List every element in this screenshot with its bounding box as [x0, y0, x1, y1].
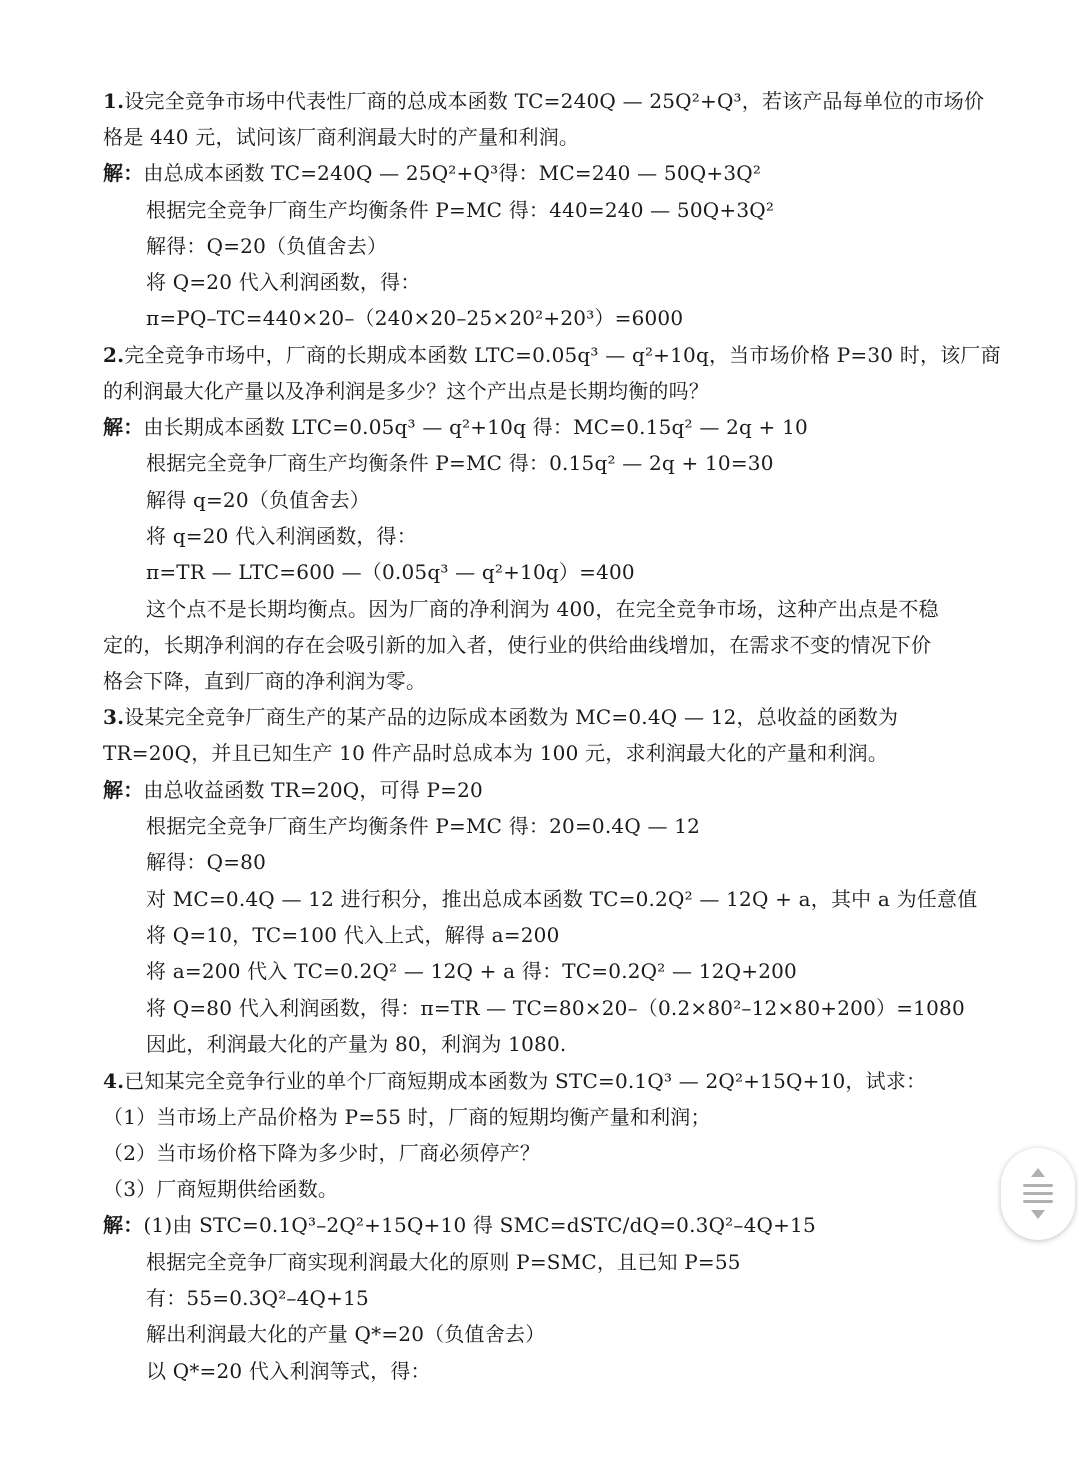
q4-part-1: （1）当市场上产品价格为 P=55 时，厂商的短期均衡产量和利润；: [103, 1105, 711, 1129]
q2-number: 2.: [103, 343, 125, 367]
scroll-down-icon[interactable]: [1031, 1210, 1045, 1219]
q2-line2: 的利润最大化产量以及净利润是多少？这个产出点是长期均衡的吗？: [103, 379, 709, 403]
q4-part-2: （2）当市场价格下降为多少时，厂商必须停产？: [103, 1141, 541, 1165]
q3-solution-step-2: 根据完全竞争厂商生产均衡条件 P=MC 得：20=0.4Q — 12: [146, 814, 701, 838]
q4-part-3: （3）厂商短期供给函数。: [103, 1177, 339, 1201]
q3-solution-step-7: 将 Q=80 代入利润函数，得：π=TR — TC=80×20–（0.2×80²–12×80+200）=1080: [146, 996, 965, 1020]
q3-solution-step-3: 解得：Q=80: [146, 850, 267, 874]
q3-text-1: 设某完全竞争厂商生产的某产品的边际成本函数为 MC=0.4Q — 12，总收益的函数为: [124, 705, 899, 729]
scroll-nav-icon[interactable]: [1001, 1148, 1075, 1240]
q2-solution-step-2: 根据完全竞争厂商生产均衡条件 P=MC 得：0.15q² — 2q + 10=30: [146, 451, 774, 475]
q1-number: 1.: [103, 89, 125, 113]
q2-solution-label: 解：: [103, 415, 144, 439]
q4-solution-label: 解：: [103, 1213, 144, 1237]
q1-line1: [103, 86, 984, 116]
q3-number: 3.: [103, 705, 125, 729]
q1-solution-label: 解：: [103, 161, 144, 185]
q2-explanation-2: 定的，长期净利润的存在会吸引新的加入者，使行业的供给曲线增加，在需求不变的情况下价: [103, 633, 932, 657]
q3-line2: TR=20Q，并且已知生产 10 件产品时总成本为 100 元，求利润最大化的产量和利润。: [103, 741, 889, 765]
q3-solution-step-1: [103, 775, 483, 805]
q3-s1-text: 由总收益函数 TR=20Q，可得 P=20: [143, 778, 483, 802]
q4-solution-step-5: 以 Q*=20 代入利润等式，得：: [146, 1359, 431, 1383]
q3-line1: [103, 702, 898, 732]
q2-line1: [103, 340, 1001, 370]
q4-line1: [103, 1066, 926, 1096]
q2-s1-text: 由长期成本函数 LTC=0.05q³ — q²+10q 得：MC=0.15q² — 2q + 10: [143, 415, 808, 439]
q1-solution-step-5: π=PQ–TC=440×20–（240×20–25×20²+20³）=6000: [146, 306, 684, 330]
q3-solution-step-5: 将 Q=10，TC=100 代入上式，解得 a=200: [146, 923, 560, 947]
q1-s1-text: 由总成本函数 TC=240Q — 25Q²+Q³得：MC=240 — 50Q+3Q²: [143, 161, 762, 185]
q2-text-1: 完全竞争市场中，厂商的长期成本函数 LTC=0.05q³ — q²+10q，当市场价格 P=30 时，该厂商: [124, 343, 1001, 367]
q4-solution-step-2: 根据完全竞争厂商实现利润最大化的原则 P=SMC，且已知 P=55: [146, 1250, 741, 1274]
q1-solution-step-3: 解得：Q=20（负值舍去）: [146, 234, 388, 258]
q4-s1-text: (1)由 STC=0.1Q³–2Q²+15Q+10 得 SMC=dSTC/dQ=0.3Q²–4Q+15: [143, 1213, 816, 1237]
q1-solution-step-4: 将 Q=20 代入利润函数，得：: [146, 270, 421, 294]
q2-solution-step-4: 将 q=20 代入利润函数，得：: [146, 524, 417, 548]
scroll-up-icon[interactable]: [1031, 1168, 1045, 1177]
q4-solution-step-4: 解出利润最大化的产量 Q*=20（负值舍去）: [146, 1322, 546, 1346]
q2-solution-step-3: 解得 q=20（负值舍去）: [146, 488, 370, 512]
q3-solution-label: 解：: [103, 778, 144, 802]
q4-solution-step-1: [103, 1210, 816, 1240]
q2-solution-step-5: π=TR — LTC=600 —（0.05q³ — q²+10q）=400: [146, 560, 635, 584]
q4-solution-step-3: 有：55=0.3Q²–4Q+15: [146, 1286, 369, 1310]
q2-solution-step-1: [103, 412, 808, 442]
q3-solution-step-4: 对 MC=0.4Q — 12 进行积分，推出总成本函数 TC=0.2Q² — 12Q + a，其中 a 为任意值: [146, 887, 978, 911]
q3-solution-step-6: 将 a=200 代入 TC=0.2Q² — 12Q + a 得：TC=0.2Q² — 12Q+200: [146, 959, 797, 983]
q4-number: 4.: [103, 1069, 125, 1093]
q1-solution-step-2: 根据完全竞争厂商生产均衡条件 P=MC 得：440=240 — 50Q+3Q²: [146, 198, 775, 222]
q2-explanation-1: 这个点不是长期均衡点。因为厂商的净利润为 400，在完全竞争市场，这种产出点是不稳: [146, 597, 939, 621]
q1-line2: 格是 440 元，试问该厂商利润最大时的产量和利润。: [103, 125, 580, 149]
q1-solution-step-1: [103, 158, 761, 188]
q1-text-1: 设完全竞争市场中代表性厂商的总成本函数 TC=240Q — 25Q²+Q³，若该产品每单位的市场价: [124, 89, 985, 113]
q4-text-1: 已知某完全竞争行业的单个厂商短期成本函数为 STC=0.1Q³ — 2Q²+15Q+10，试求：: [124, 1069, 927, 1093]
q2-explanation-3: 格会下降，直到厂商的净利润为零。: [103, 669, 427, 693]
q3-solution-step-8: 因此，利润最大化的产量为 80，利润为 1080.: [146, 1032, 567, 1056]
scroll-menu-icon[interactable]: [1023, 1184, 1053, 1208]
